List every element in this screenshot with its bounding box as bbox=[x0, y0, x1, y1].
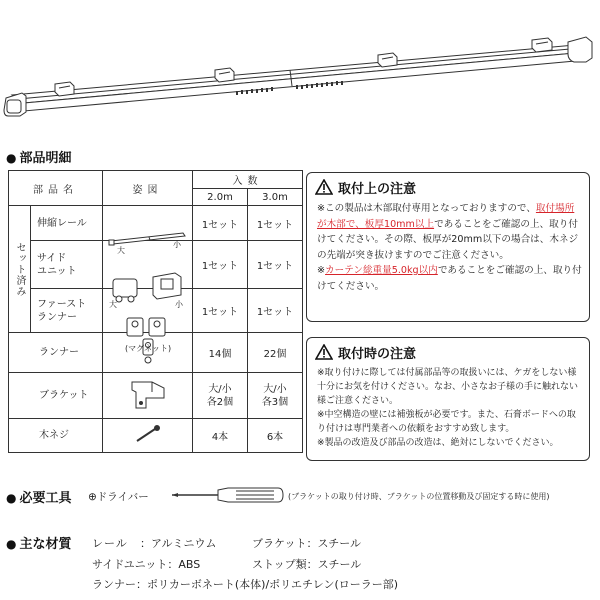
weight-limit-warning: カーテン総重量5.0kg以内 bbox=[325, 265, 438, 276]
material-stoppers: ストップ類：スチール bbox=[252, 558, 362, 571]
label-small: 小 bbox=[173, 240, 181, 249]
driver-usage-note: (ブラケットの取り付け時、ブラケットの位置移動及び固定する時に使用) bbox=[288, 492, 550, 501]
header-size-2m: 2.0m bbox=[193, 189, 248, 206]
warning-icon bbox=[315, 344, 333, 360]
install-notice-header: 取付上の注意 bbox=[307, 173, 589, 201]
figure-wood-screw bbox=[103, 419, 193, 453]
mount-notice-body bbox=[307, 366, 589, 450]
header-figure: 姿図 bbox=[103, 171, 193, 206]
material-bracket: ブラケット：スチール bbox=[252, 537, 362, 550]
mount-notice-header: 取付時の注意 bbox=[307, 338, 589, 366]
table-row bbox=[9, 241, 303, 289]
qty-2m: 1セット bbox=[193, 241, 248, 289]
label-large: 大 bbox=[117, 246, 125, 255]
qty-2m: 1セット bbox=[193, 289, 248, 333]
bullet-icon: ● bbox=[6, 537, 17, 551]
qty-3m: 6本 bbox=[248, 419, 303, 453]
figure-rail bbox=[103, 206, 193, 255]
header-quantity: 入数 bbox=[193, 171, 303, 189]
parts-table bbox=[8, 170, 303, 453]
part-name: 木ネジ bbox=[9, 419, 103, 453]
tools-section-title: ● 必要工具 bbox=[6, 491, 72, 506]
mount-note-2: ※中空構造の壁には補強板が必要です。また、石膏ボードへの取り付けは専門業者への依頼をおすすめ致します。 bbox=[317, 410, 576, 434]
qty-3m: 1セット bbox=[248, 206, 303, 241]
driver-label: ⊕ドライバー bbox=[88, 491, 149, 503]
wood-thickness-warning: 取付場所が木部で、板厚10mm以上 bbox=[317, 203, 575, 230]
qty-2m: 大/小 各2個 bbox=[193, 373, 248, 419]
header-size-3m: 3.0m bbox=[248, 189, 303, 206]
figure-bracket bbox=[103, 373, 193, 419]
wood-screw-icon bbox=[133, 423, 163, 445]
bullet-icon: ● bbox=[6, 151, 17, 165]
table-row bbox=[9, 419, 303, 453]
part-name: サイド ユニット bbox=[31, 241, 103, 289]
qty-2m: 4本 bbox=[193, 419, 248, 453]
part-name: ブラケット bbox=[9, 373, 103, 419]
parts-section-title: ● 部品明細 bbox=[6, 151, 72, 166]
part-name: 伸縮レール bbox=[31, 206, 103, 241]
set-installed-label: セット済み bbox=[9, 206, 31, 333]
install-notice-body: ※この製品は木部取付専用となっておりますので、取付場所が木部で、板厚10mm以上であることをご確認の上、取り付けてください。その際、板厚が20mm以下の場合は、木ネジの先端が突き抜けますのでご注意ください。 ※カーテン総重量5.0kg以内であることをご確認の上、取り付けてください。 bbox=[317, 203, 582, 292]
label-small: 小 bbox=[175, 299, 183, 309]
qty-2m: 14個 bbox=[193, 333, 248, 373]
material-runner: ランナー：ポリカーボネート(本体)/ポリエチレン(ローラー部) bbox=[92, 578, 399, 591]
material-rail: レール ：アルミニウム bbox=[92, 537, 217, 550]
bullet-icon: ● bbox=[6, 491, 17, 505]
material-side-unit: サイドユニット：ABS bbox=[92, 558, 201, 571]
screwdriver-icon bbox=[170, 482, 285, 508]
label-magnet: (マグネット) bbox=[125, 343, 172, 353]
qty-3m: 1セット bbox=[248, 289, 303, 333]
part-name: ファースト ランナー bbox=[31, 289, 103, 333]
label-large: 大 bbox=[109, 299, 117, 309]
qty-3m: 22個 bbox=[248, 333, 303, 373]
rail-illustration bbox=[0, 0, 600, 130]
materials-section-title: ● 主な材質 bbox=[6, 537, 72, 552]
warning-icon bbox=[315, 179, 333, 195]
table-row bbox=[9, 206, 303, 241]
header-part-name: 部品名 bbox=[9, 171, 103, 206]
first-runner-icon bbox=[123, 314, 173, 342]
table-row bbox=[9, 373, 303, 419]
qty-3m: 大/小 各3個 bbox=[248, 373, 303, 419]
part-name: ランナー bbox=[9, 333, 103, 373]
bracket-icon bbox=[126, 376, 170, 412]
install-notice-box bbox=[306, 172, 590, 322]
mount-note-1: ※取り付けに際しては付属部品等の取扱いには、ケガをしない様十分にお気を付けください。なお、小さなお子様の手に触れない様ご注意ください。 bbox=[317, 368, 579, 406]
qty-2m: 1セット bbox=[193, 206, 248, 241]
qty-3m: 1セット bbox=[248, 241, 303, 289]
mount-note-3: ※製品の改造及び部品の改造は、絶対にしないでください。 bbox=[317, 438, 559, 448]
mount-notice-box bbox=[306, 337, 590, 461]
